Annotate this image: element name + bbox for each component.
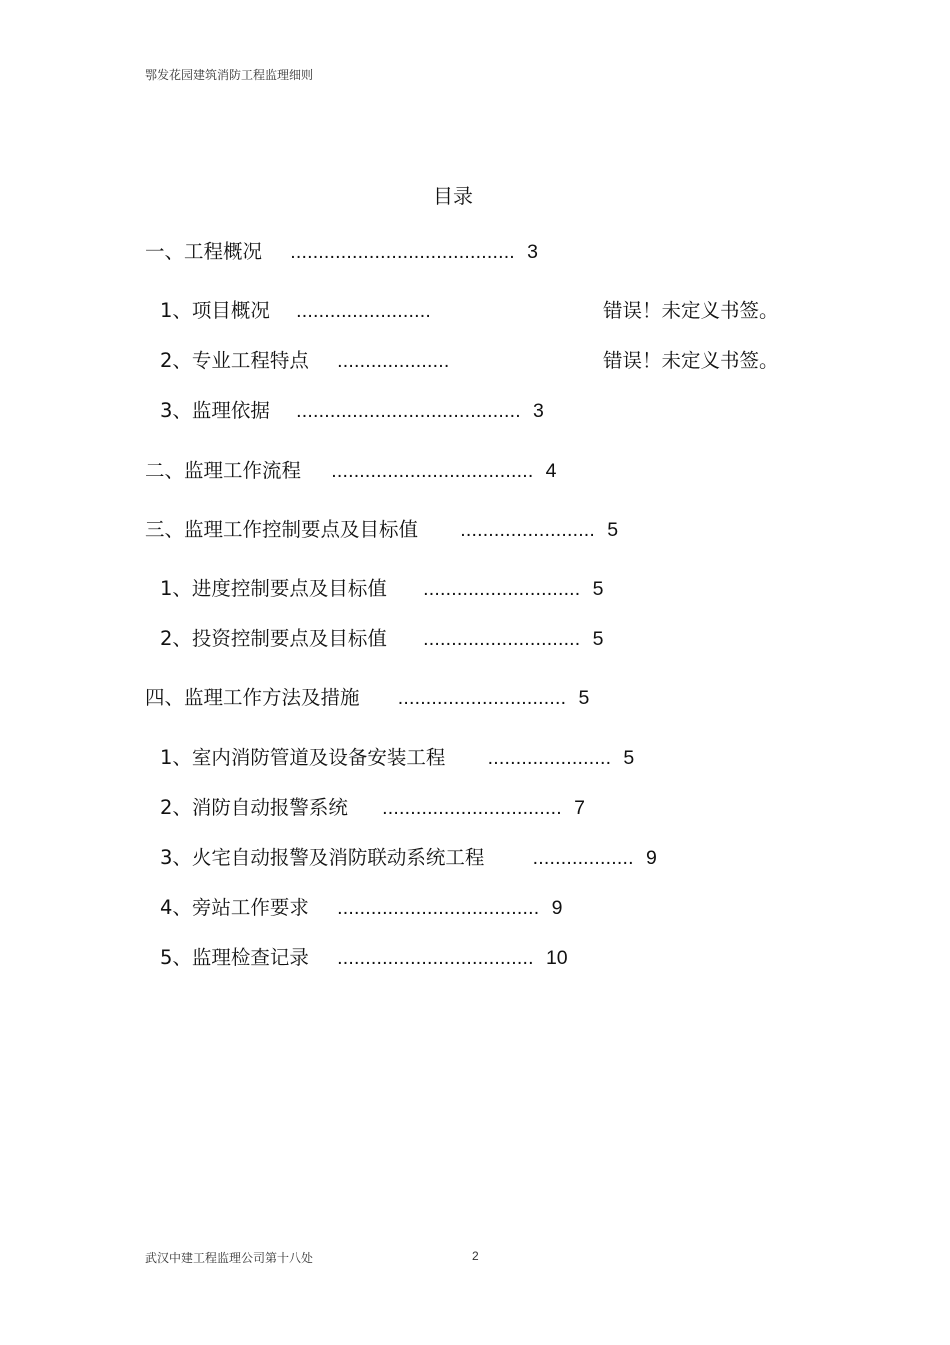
- toc-entry[interactable]: [160, 349, 449, 373]
- footer-page-number: 2: [472, 1249, 479, 1263]
- toc-entry-label: 2、消防自动报警系统: [160, 796, 348, 819]
- toc-entry[interactable]: [145, 240, 538, 264]
- toc-entry-leader: ............................: [423, 628, 581, 650]
- toc-entry-leader: ........................................: [290, 241, 515, 263]
- toc-entry-leader: ..................: [532, 847, 634, 869]
- toc-entry-page: 3: [533, 400, 544, 422]
- toc-entry[interactable]: [160, 746, 634, 770]
- toc-entry-page: 5: [592, 628, 604, 650]
- toc-entry[interactable]: [160, 946, 568, 970]
- toc-entry-page: 5: [607, 519, 619, 541]
- toc-entry-label: 2、专业工程特点: [160, 349, 309, 372]
- toc-entry[interactable]: [160, 796, 585, 820]
- toc-entry[interactable]: [145, 518, 618, 542]
- toc-entry-label: 二、监理工作流程: [145, 459, 302, 482]
- toc-entry-label: 一、工程概况: [145, 240, 263, 263]
- toc-entry-label: 1、项目概况: [160, 299, 270, 322]
- toc-entry-page: 10: [545, 947, 568, 969]
- toc-entry-label: 4、旁站工作要求: [160, 896, 309, 919]
- toc-entry-leader: ..............................: [397, 687, 567, 709]
- toc-entry-leader: ............................: [423, 578, 581, 600]
- toc-entry[interactable]: [160, 627, 603, 651]
- toc-entry-label: 1、进度控制要点及目标值: [160, 577, 387, 600]
- toc-entry-label: 1、室内消防管道及设备安装工程: [160, 746, 446, 769]
- toc-title: 目录: [433, 184, 473, 208]
- toc-entry-leader: ........................................: [296, 400, 521, 422]
- toc-error-text: 错误！未定义书签。: [603, 349, 779, 372]
- toc-entry-page: 4: [545, 460, 557, 482]
- toc-entry-page: 7: [574, 797, 585, 819]
- toc-entry[interactable]: [145, 686, 589, 710]
- toc-entry[interactable]: [160, 299, 431, 323]
- toc-entry-leader: ....................: [337, 350, 450, 372]
- toc-entry-label: 3、监理依据: [160, 399, 270, 422]
- toc-entry-leader: ....................................: [337, 897, 540, 919]
- toc-entry[interactable]: [160, 577, 603, 601]
- toc-entry-leader: ................................: [382, 797, 562, 819]
- toc-entry-label: 三、监理工作控制要点及目标值: [145, 518, 419, 541]
- toc-entry-page: 5: [623, 747, 635, 769]
- toc-entry[interactable]: [160, 896, 562, 920]
- footer-company: 武汉中建工程监理公司第十八处: [145, 1251, 314, 1265]
- toc-entry[interactable]: [160, 846, 657, 870]
- toc-entry-leader: ...................................: [337, 947, 534, 969]
- toc-entry[interactable]: [160, 399, 544, 423]
- toc-entry-leader: ........................: [460, 519, 596, 541]
- toc-entry-label: 四、监理工作方法及措施: [145, 686, 360, 709]
- page-header: 鄂发花园建筑消防工程监理细则: [145, 68, 314, 82]
- toc-entry-leader: ........................: [296, 300, 431, 322]
- toc-entry-page: 9: [645, 847, 657, 869]
- toc-entry[interactable]: [145, 459, 557, 483]
- toc-entry-page: 5: [578, 687, 590, 709]
- toc-entry-label: 2、投资控制要点及目标值: [160, 627, 387, 650]
- toc-entry-label: 5、监理检查记录: [160, 946, 309, 969]
- toc-entry-leader: ......................: [487, 747, 612, 769]
- toc-entry-label: 3、火宅自动报警及消防联动系统工程: [160, 846, 485, 869]
- toc-entry-page: 5: [592, 578, 604, 600]
- toc-error-text: 错误！未定义书签。: [603, 299, 779, 322]
- toc-entry-leader: ....................................: [331, 460, 534, 482]
- toc-entry-page: 9: [551, 897, 563, 919]
- toc-entry-page: 3: [527, 241, 538, 263]
